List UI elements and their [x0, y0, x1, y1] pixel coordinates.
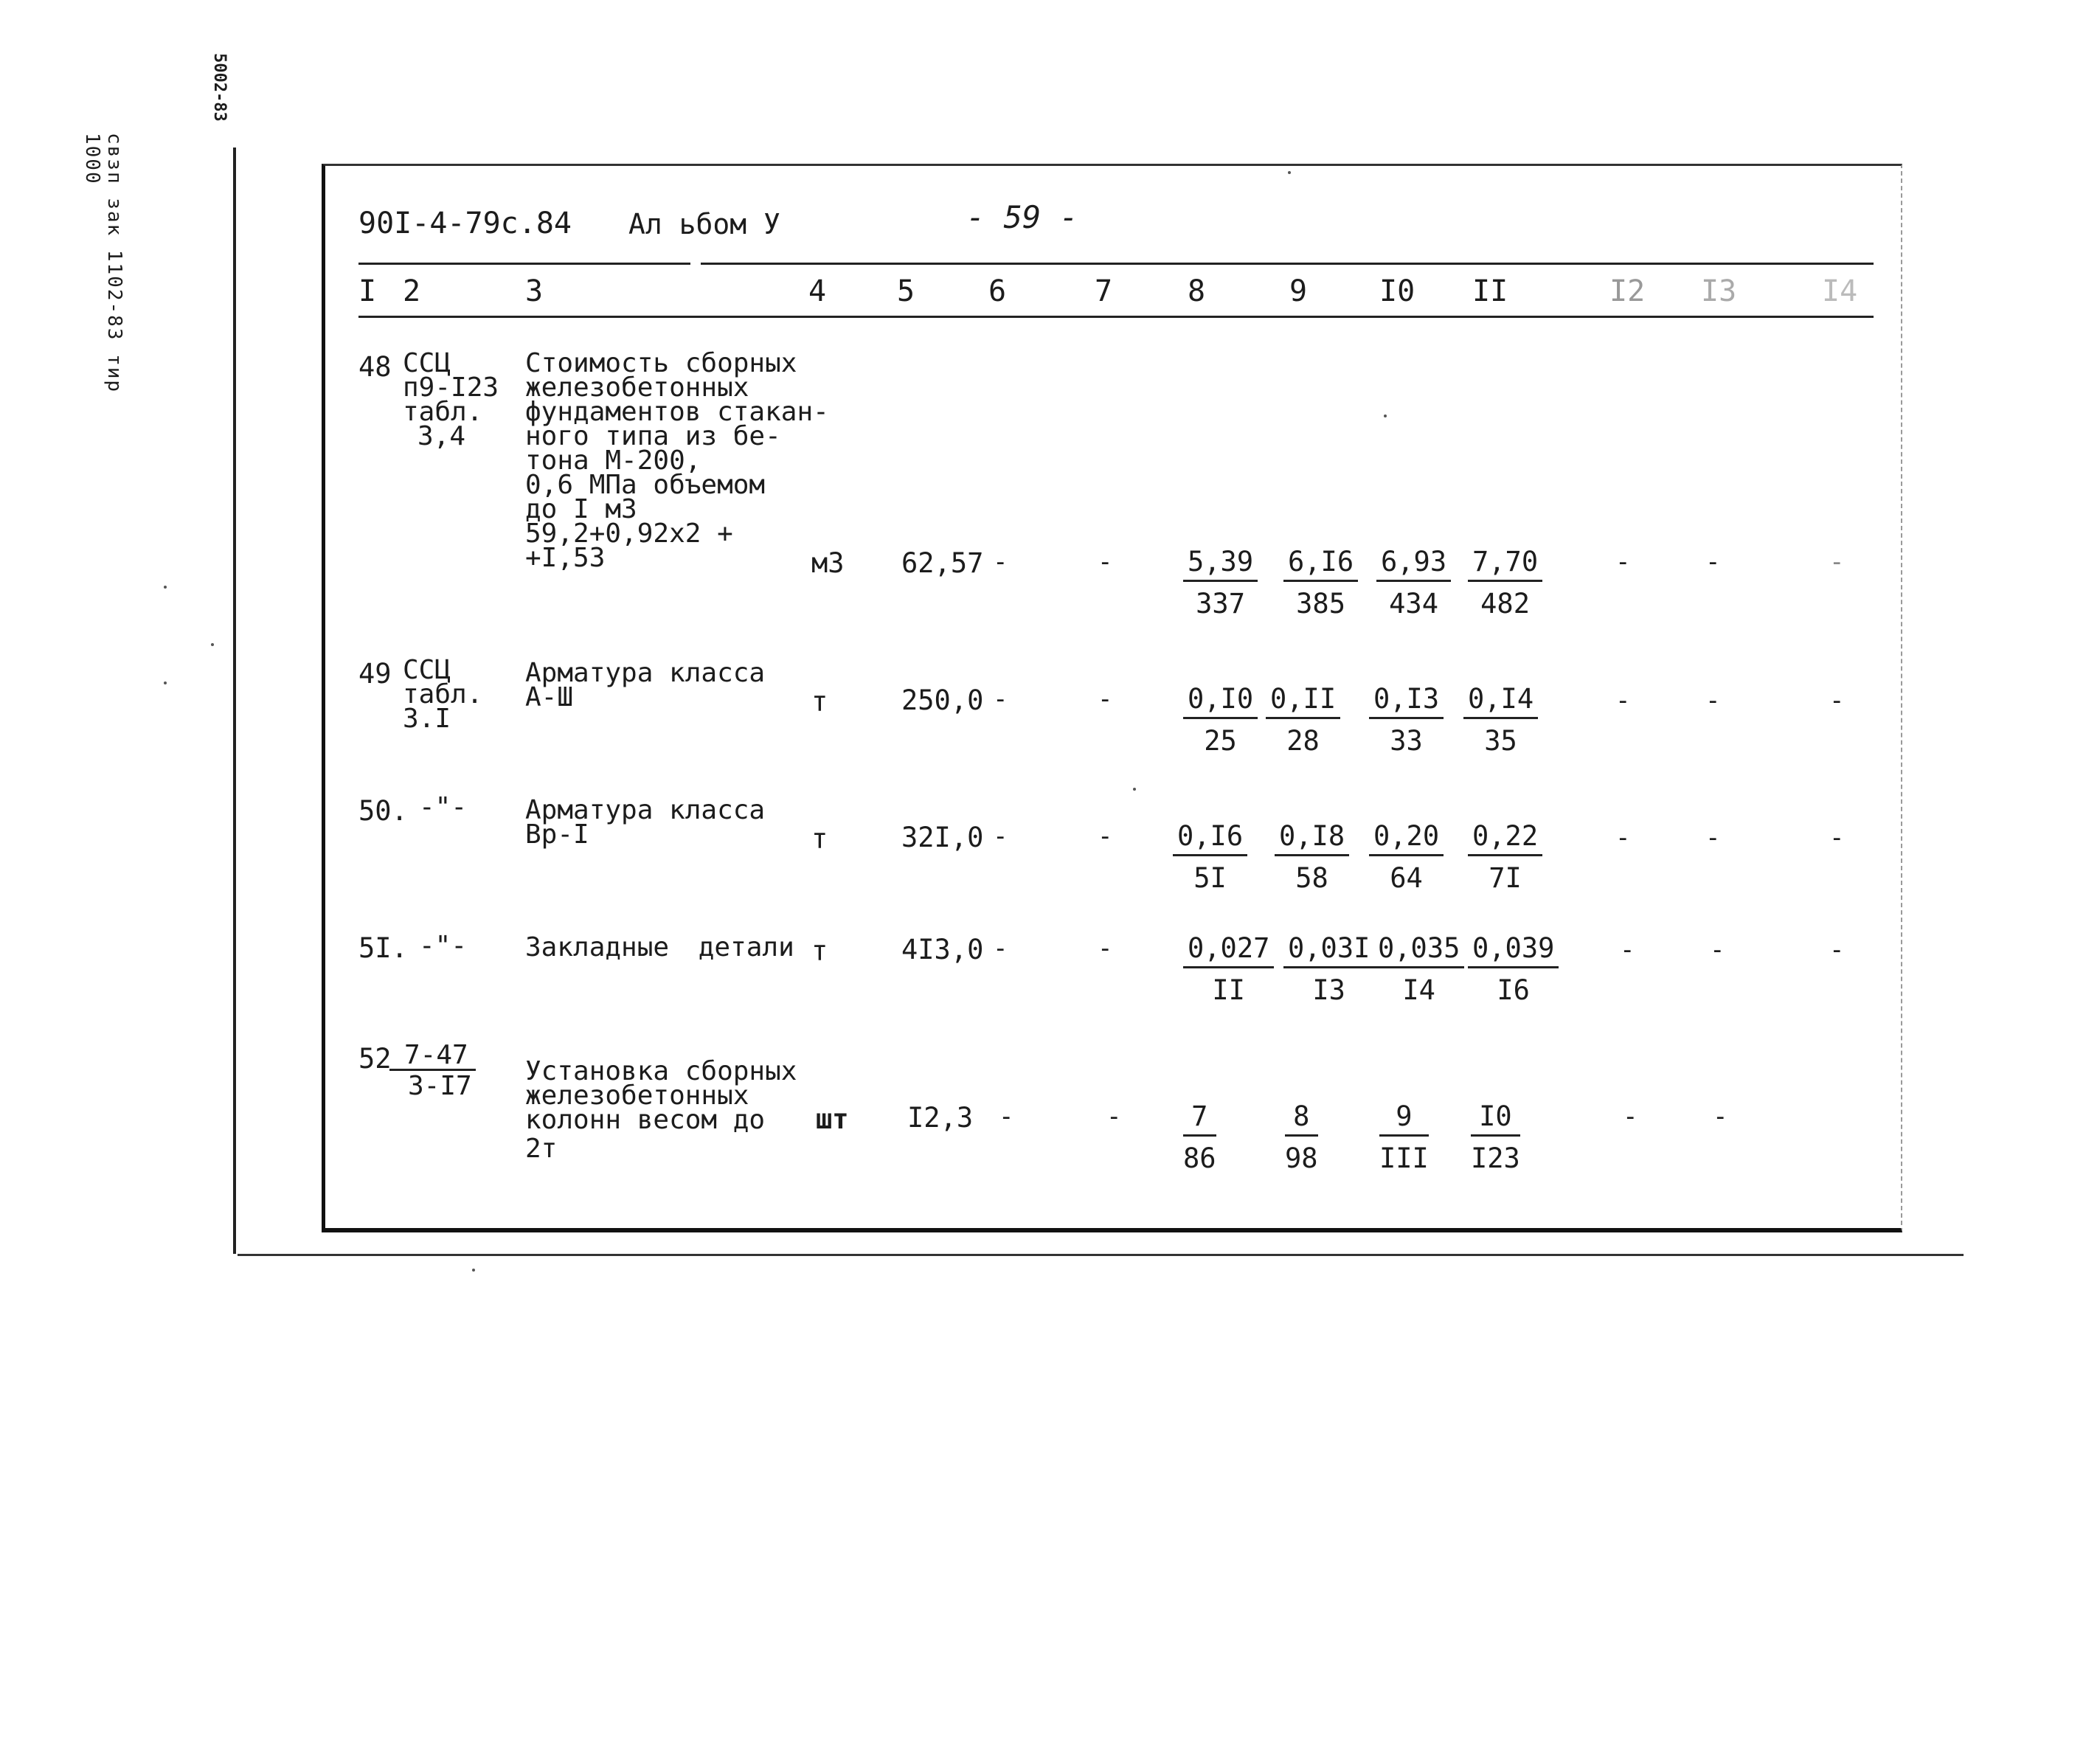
header-rule-left — [358, 263, 690, 265]
row-reference: -"- — [419, 931, 468, 961]
row-unit: т — [811, 935, 828, 967]
row-reference: 7-47 3-I7 — [389, 1043, 476, 1098]
row-number: 48 — [358, 351, 392, 383]
col-header-3: 3 — [525, 274, 544, 308]
row-reference: -"- — [419, 792, 468, 822]
side-vertical-note: свзп зак 1102-83 тир 1000 — [81, 133, 125, 394]
row-unit: т — [811, 823, 828, 855]
row-number: 49 — [358, 658, 392, 690]
scan-speck — [211, 643, 214, 646]
row-col13: - — [1710, 935, 1725, 965]
page-bottom-line — [238, 1254, 1964, 1256]
row-price: I2,3 — [907, 1102, 974, 1134]
row-description: Установка сборных железобетонных колонн весом до 2т — [525, 1056, 797, 1164]
row-price: 4I3,0 — [901, 934, 984, 965]
row-col13: - — [1705, 547, 1721, 577]
row-description: Стоимость сборных железобетонных фундаментов стакан- ного типа из бе- тона М-200, 0,6 МПа объемом до I м3 59,2+0,92x2 + +I,53 — [525, 348, 829, 573]
row-col14: - — [1829, 686, 1845, 715]
row-number: 52 — [358, 1043, 392, 1075]
row-col9-fraction: $\frac{8}{98}$ — [1285, 1100, 1318, 1174]
col-header-1: I — [358, 274, 377, 308]
col-header-14: I4 — [1822, 274, 1858, 308]
row-col12: - — [1623, 1102, 1638, 1131]
row-col6: - — [993, 822, 1008, 851]
row-col6: - — [993, 934, 1008, 963]
row-description: Закладные детали — [525, 932, 794, 963]
col-header-8: 8 — [1188, 274, 1206, 308]
row-col14: - — [1829, 547, 1845, 577]
row-col12: - — [1615, 823, 1631, 853]
row-col14: - — [1829, 935, 1845, 965]
row-col11-fraction: $\frac{0,I4}{35}$ — [1463, 684, 1538, 756]
scan-speck — [1384, 415, 1387, 417]
row-col10-fraction: $\frac{0,I3}{33}$ — [1369, 684, 1444, 756]
column-header-rule — [358, 316, 1874, 318]
row-col11-fraction: $\frac{0,22}{7I}$ — [1468, 822, 1542, 893]
row-col12: - — [1620, 935, 1635, 965]
row-col13: - — [1705, 823, 1721, 853]
col-header-7: 7 — [1095, 274, 1113, 308]
row-unit: т — [811, 686, 828, 718]
page-number: - 59 - — [966, 199, 1078, 235]
row-col7: - — [1098, 547, 1113, 577]
row-col6: - — [993, 547, 1008, 577]
row-col6: - — [999, 1102, 1014, 1131]
row-reference: ССЦ табл. 3.I — [403, 655, 483, 734]
row-col10-fraction: $\frac{0,035}{I4}$ — [1373, 934, 1464, 1005]
col-header-2: 2 — [403, 274, 421, 308]
row-number: 50. — [358, 795, 408, 827]
side-stamp: 5002-83 — [210, 53, 229, 122]
col-header-6: 6 — [988, 274, 1007, 308]
row-col7: - — [1106, 1102, 1122, 1131]
row-col8-fraction: $\frac{7}{86}$ — [1183, 1100, 1216, 1174]
row-price: 32I,0 — [901, 822, 984, 853]
row-col11-fraction: $\frac{7,70}{482}$ — [1468, 547, 1542, 619]
row-col12: - — [1615, 686, 1631, 715]
row-col10-fraction: $\frac{6,93}{434}$ — [1376, 547, 1451, 619]
binding-margin-line — [233, 148, 236, 1254]
row-col12: - — [1615, 547, 1631, 577]
row-col13: - — [1713, 1102, 1728, 1131]
row-col9-fraction: $\frac{0,II}{28}$ — [1266, 684, 1340, 756]
row-number: 5I. — [358, 932, 408, 964]
scan-speck — [164, 586, 167, 589]
row-col7: - — [1098, 934, 1113, 963]
row-description: Арматура класса Вр-I — [525, 795, 766, 850]
album-label: Ал ьбом У — [628, 208, 780, 240]
row-col9-fraction: $\frac{0,03I}{I3}$ — [1283, 934, 1374, 1005]
row-description: Арматура класса А-Ш — [525, 658, 766, 712]
row-col7: - — [1098, 684, 1113, 714]
row-col13: - — [1705, 686, 1721, 715]
row-col11-fraction: $\frac{I0}{I23}$ — [1471, 1100, 1520, 1174]
col-header-10: I0 — [1379, 274, 1415, 308]
row-col7: - — [1098, 822, 1113, 851]
scan-speck — [472, 1269, 475, 1272]
row-unit: шт — [816, 1103, 849, 1135]
row-col14: - — [1829, 823, 1845, 853]
scan-speck — [1133, 788, 1136, 791]
row-price: 62,57 — [901, 547, 984, 579]
col-header-13: I3 — [1701, 274, 1737, 308]
row-col8-fraction: $\frac{0,I0}{25}$ — [1183, 684, 1258, 756]
row-col10-fraction: $\frac{0,20}{64}$ — [1369, 822, 1444, 893]
row-reference: ССЦ п9-I23 табл. 3,4 — [403, 348, 499, 451]
col-header-5: 5 — [897, 274, 915, 308]
row-col6: - — [993, 684, 1008, 714]
scan-speck — [1288, 171, 1291, 174]
col-header-9: 9 — [1289, 274, 1308, 308]
row-col8-fraction: $\frac{0,027}{II}$ — [1183, 934, 1274, 1005]
scan-speck — [164, 681, 167, 684]
row-col8-fraction: $\frac{0,I6}{5I}$ — [1173, 822, 1247, 893]
row-price: 250,0 — [901, 684, 984, 716]
col-header-12: I2 — [1609, 274, 1646, 308]
col-header-4: 4 — [808, 274, 827, 308]
col-header-11: II — [1472, 274, 1508, 308]
row-col9-fraction: $\frac{6,I6}{385}$ — [1283, 547, 1358, 619]
row-col8-fraction: $\frac{5,39}{337}$ — [1183, 547, 1258, 619]
row-col11-fraction: $\frac{0,039}{I6}$ — [1468, 934, 1559, 1005]
row-col10-fraction: 9 III — [1379, 1100, 1429, 1174]
row-col9-fraction: $\frac{0,I8}{58}$ — [1275, 822, 1349, 893]
header-rule-right — [701, 263, 1874, 265]
row-unit: м3 — [811, 547, 845, 579]
project-code: 90I-4-79с.84 — [358, 207, 572, 240]
